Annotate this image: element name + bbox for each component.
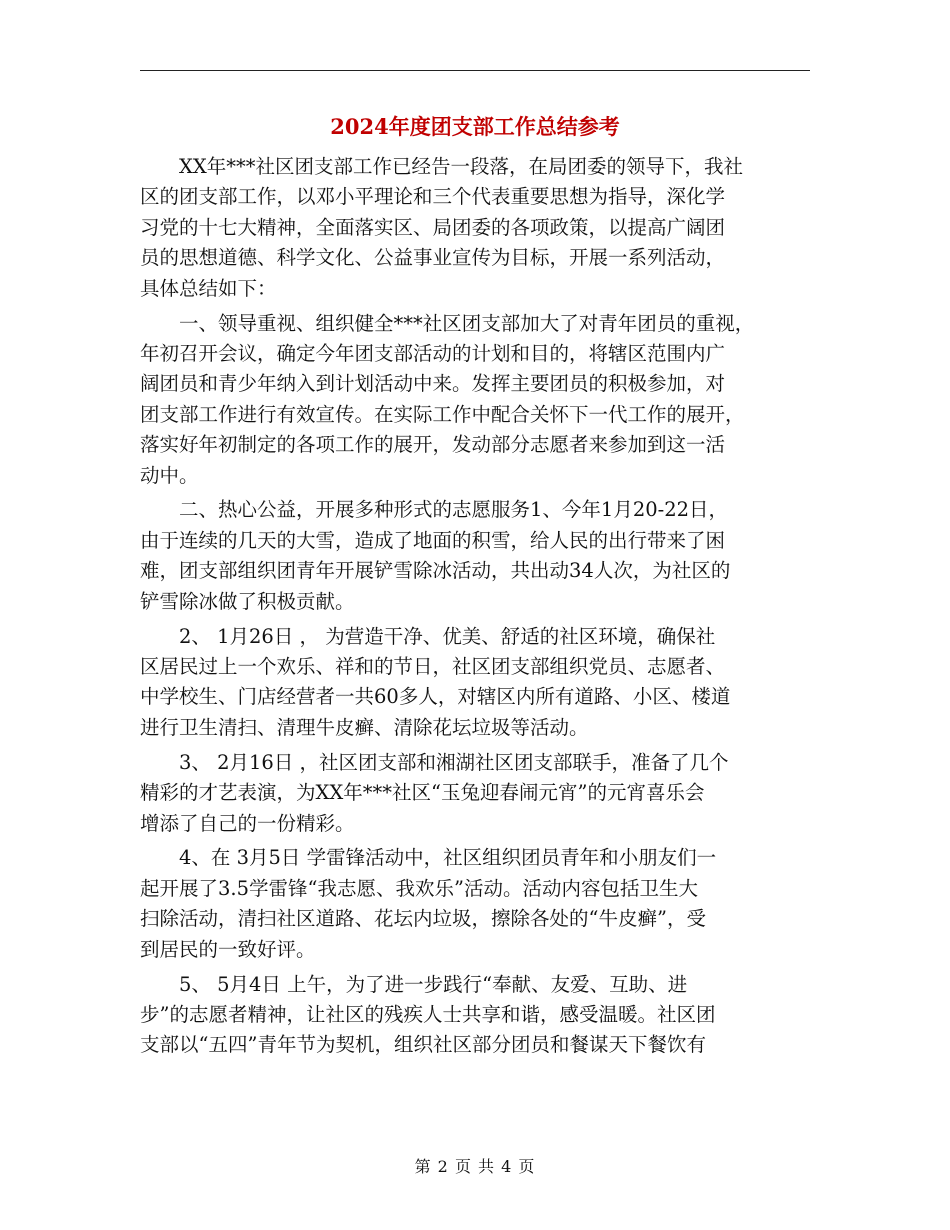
- paragraph-volunteer-snow: 二、热心公益，开展多种形式的志愿服务1、今年1月20-22日， 由于连续的几天的大雪，造成了地面的积雪，给人民的出行带来了困 难，团支部组织团青年开展铲雪除冰活动，共出动34人次，为社区的 铲雪除冰做了积极贡献。: [140, 498, 731, 613]
- paragraph-leadership: 一、领导重视、组织健全***社区团支部加大了对青年团员的重视， 年初召开会议，确定今年团支部活动的计划和目的，将辖区范围内广 阔团员和青少年纳入到计划活动中来。发挥主要团员的积极参加，对 团支部工作进行有效宣传。在实际工作中配合关怀下一代工作的展开， 落实好年初制定的各项工作的展开，发动部分志愿者来参加到这一活 动中。: [140, 311, 755, 487]
- document-body: [140, 152, 812, 1065]
- paragraph-cleanup: 2、 1月26日 ， 为营造干净、优美、舒适的社区环境，确保社 区居民过上一个欢乐、祥和的节日，社区团支部组织党员、志愿者、 中学校生、门店经营者一共60多人，对辖区内所有道路、小区、楼道 进行卫生清扫、清理牛皮癣、清除花坛垃圾等活动。: [140, 624, 731, 739]
- document-title: 2024年度团支部工作总结参考: [330, 114, 620, 139]
- paragraph-lantern-festival: 3、 2月16日 ，社区团支部和湘湖社区团支部联手，准备了几个 精彩的才艺表演，为XX年***社区“玉兔迎春闹元宵”的元宵喜乐会 增添了自己的一份精彩。: [140, 750, 729, 835]
- paragraph-intro: XX年***社区团支部工作已经告一段落，在局团委的领导下，我社 区的团支部工作，以邓小平理论和三个代表重要思想为指导，深化学 习党的十七大精神，全面落实区、局团委的各项政策，以提高广阔团 员的思想道德、科学文化、公益事业宣传为目标，开展一系列活动， 具体总结如下：: [140, 155, 744, 300]
- header-rule: [140, 70, 810, 71]
- paragraph-lei-feng: 4、在 3月5日 学雷锋活动中，社区组织团员青年和小朋友们一 起开展了3.5学雷锋“我志愿、我欢乐”活动。活动内容包括卫生大 扫除活动，清扫社区道路、花坛内垃圾，擦除各处的“牛皮癣”，受 到居民的一致好评。: [140, 846, 717, 961]
- paragraph-may-fourth: 5、 5月4日 上午，为了进一步践行“奉献、友爱、互助、进 步”的志愿者精神，让社区的残疾人士共享和谐，感受温暖。社区团 支部以“五四”青年节为契机，组织社区部分团员和餐谋天下餐饮有: [140, 972, 716, 1057]
- page-number-footer: 第 2 页 共 4 页: [414, 1157, 536, 1176]
